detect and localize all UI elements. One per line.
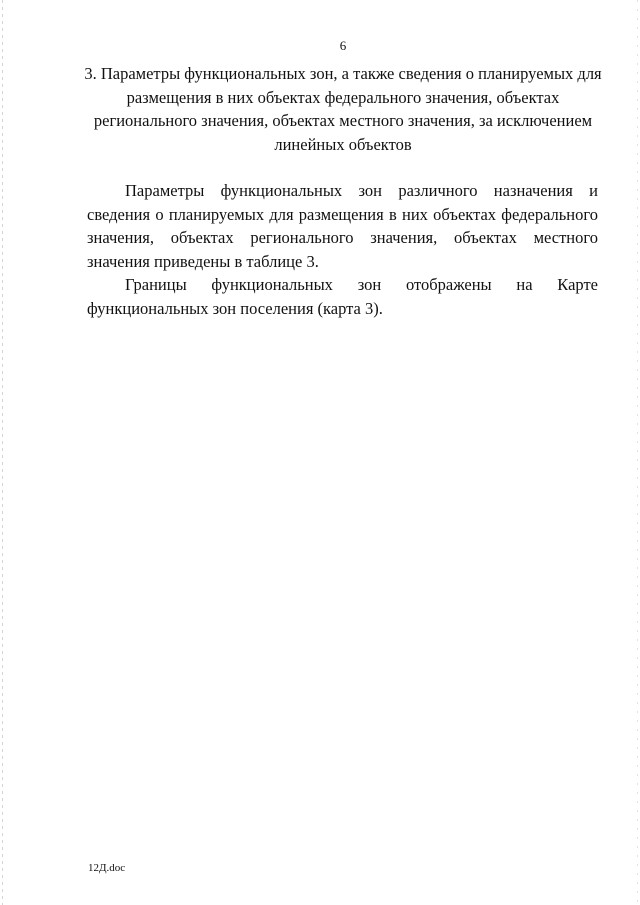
section-heading: 3. Параметры функциональных зон, а также сведения о планируемых для размещения в них объектах федерального значения, объектах регионального значения, объектах местного значения, за исключением линейных объектов <box>84 64 602 154</box>
scan-edge-left <box>2 0 3 905</box>
paragraph-boundaries: Границы функциональных зон отображены на Карте функциональных зон поселения (карта 3). <box>87 275 598 318</box>
footer-filename: 12Д.doc <box>88 862 126 874</box>
body-text <box>87 179 598 320</box>
page-number: 6 <box>339 38 347 53</box>
scan-edge-right <box>637 0 638 905</box>
paragraph-parameters: Параметры функциональных зон различного назначения и сведения о планируемых для размещения в них объектах федерального значения, объектах регионального значения, объектах местного значения приведены в таблице 3. <box>87 181 598 271</box>
